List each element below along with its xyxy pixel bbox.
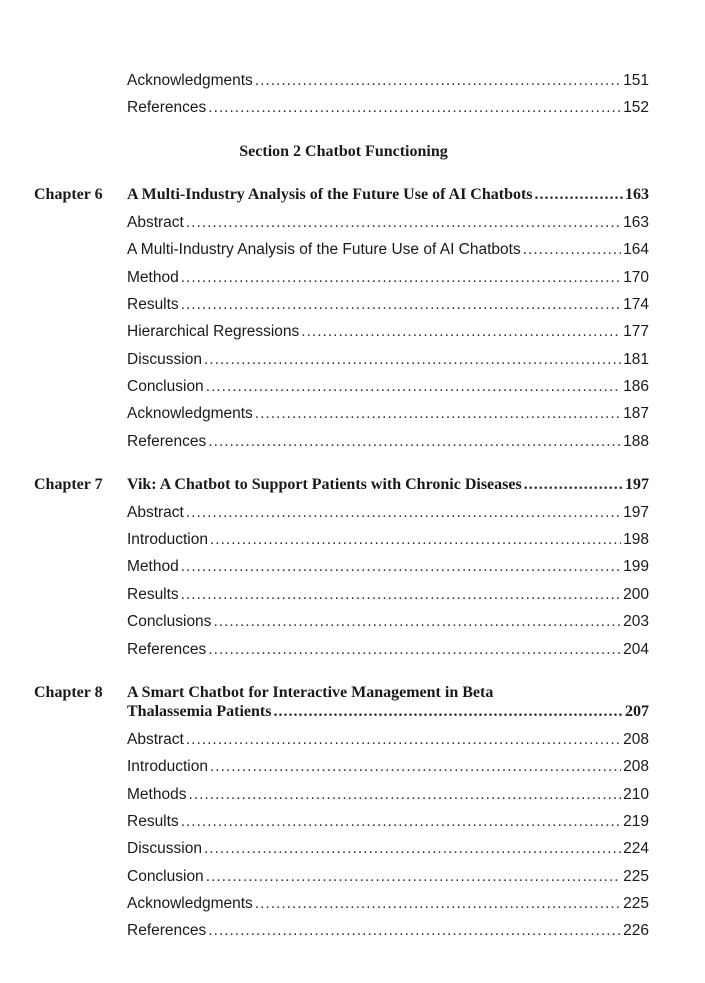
entry-title: Abstract — [127, 214, 184, 231]
dot-leader — [208, 921, 621, 941]
dot-leader — [255, 71, 621, 91]
toc-entry — [127, 730, 649, 750]
dot-leader — [188, 785, 621, 805]
toc-entry — [127, 268, 649, 288]
entry-title: Discussion — [127, 840, 202, 857]
entry-page: 210 — [623, 786, 649, 803]
entry-page: 199 — [623, 558, 649, 575]
entry-title: Abstract — [127, 504, 184, 521]
entry-title: Method — [127, 558, 179, 575]
dot-leader — [524, 475, 623, 495]
chapter-title: Thalassemia Patients — [127, 703, 272, 720]
entry-page: 164 — [623, 241, 649, 258]
chapter-label: Chapter 6 — [34, 186, 103, 203]
entry-page: 152 — [623, 99, 649, 116]
dot-leader — [204, 839, 621, 859]
dot-leader — [210, 530, 621, 550]
entry-title: Introduction — [127, 531, 208, 548]
toc-entry — [127, 757, 649, 777]
dot-leader — [206, 377, 621, 397]
dot-leader — [208, 432, 621, 452]
toc-entry — [127, 404, 649, 424]
entry-title: Acknowledgments — [127, 895, 253, 912]
toc-entry — [127, 839, 649, 859]
dot-leader — [204, 350, 621, 370]
dot-leader — [523, 240, 621, 260]
section-title: Section 2 Chatbot Functioning — [239, 143, 448, 160]
chapter-page: 207 — [625, 703, 649, 720]
toc-entry — [127, 785, 649, 805]
entry-title: Hierarchical Regressions — [127, 323, 300, 340]
toc-entry — [127, 71, 649, 91]
chapter-title-entry — [127, 475, 649, 495]
toc-entry — [127, 240, 649, 260]
entry-page: 181 — [623, 351, 649, 368]
entry-title: Results — [127, 813, 179, 830]
entry-page: 224 — [623, 840, 649, 857]
toc-entry — [127, 503, 649, 523]
entry-title: Results — [127, 296, 179, 313]
entry-title: A Multi-Industry Analysis of the Future Use of AI Chatbots — [127, 241, 521, 258]
entry-title: Abstract — [127, 731, 184, 748]
chapter-title-entry — [127, 185, 649, 205]
entry-page: 200 — [623, 586, 649, 603]
entry-page: 177 — [623, 323, 649, 340]
chapter-page: 197 — [625, 476, 649, 493]
entry-page: 225 — [623, 868, 649, 885]
dot-leader — [208, 640, 621, 660]
toc-entry — [127, 377, 649, 397]
entry-title: Discussion — [127, 351, 202, 368]
entry-title: References — [127, 641, 207, 658]
entry-title: References — [127, 433, 207, 450]
entry-page: 187 — [623, 405, 649, 422]
chapter-title-entry — [127, 702, 649, 722]
entry-page: 186 — [623, 378, 649, 395]
toc-entry — [127, 295, 649, 315]
toc-entry — [127, 612, 649, 632]
entry-page: 197 — [623, 504, 649, 521]
toc-entry — [127, 867, 649, 887]
toc-entry — [127, 812, 649, 832]
toc-entry — [127, 98, 649, 118]
toc-entry — [127, 640, 649, 660]
entry-page: 226 — [623, 922, 649, 939]
toc-entry — [127, 322, 649, 342]
entry-page: 204 — [623, 641, 649, 658]
dot-leader — [208, 98, 621, 118]
toc-entry — [127, 921, 649, 941]
chapter-title: Vik: A Chatbot to Support Patients with Chronic Diseases — [127, 476, 522, 493]
entry-title: Acknowledgments — [127, 405, 253, 422]
chapter-title: A Multi-Industry Analysis of the Future Use of AI Chatbots — [127, 186, 533, 203]
entry-page: 208 — [623, 731, 649, 748]
dot-leader — [255, 894, 621, 914]
dot-leader — [210, 757, 621, 777]
toc-entry — [127, 557, 649, 577]
entry-page: 170 — [623, 269, 649, 286]
entry-title: Conclusions — [127, 613, 212, 630]
chapter-page: 163 — [625, 186, 649, 203]
entry-title: References — [127, 99, 207, 116]
dot-leader — [181, 812, 621, 832]
entry-title: References — [127, 922, 207, 939]
entry-title: Conclusion — [127, 378, 204, 395]
dot-leader — [535, 185, 623, 205]
toc-entry — [127, 213, 649, 233]
dot-leader — [301, 322, 621, 342]
dot-leader — [255, 404, 621, 424]
dot-leader — [181, 268, 621, 288]
dot-leader — [206, 867, 621, 887]
entry-page: 163 — [623, 214, 649, 231]
entry-page: 225 — [623, 895, 649, 912]
chapter-label: Chapter 8 — [34, 684, 103, 701]
entry-title: Method — [127, 269, 179, 286]
entry-title: Methods — [127, 786, 187, 803]
dot-leader — [181, 557, 621, 577]
toc-entry — [127, 350, 649, 370]
dot-leader — [186, 730, 621, 750]
entry-page: 151 — [623, 72, 649, 89]
dot-leader — [273, 702, 623, 722]
dot-leader — [186, 213, 621, 233]
entry-page: 208 — [623, 758, 649, 775]
entry-title: Results — [127, 586, 179, 603]
dot-leader — [213, 612, 621, 632]
toc-entry — [127, 530, 649, 550]
toc-entry — [127, 585, 649, 605]
entry-page: 203 — [623, 613, 649, 630]
entry-page: 188 — [623, 433, 649, 450]
toc-entry — [127, 432, 649, 452]
entry-page: 174 — [623, 296, 649, 313]
chapter-title-line1: A Smart Chatbot for Interactive Management in Beta — [127, 684, 494, 701]
dot-leader — [181, 585, 621, 605]
dot-leader — [181, 295, 621, 315]
entry-title: Acknowledgments — [127, 72, 253, 89]
entry-page: 198 — [623, 531, 649, 548]
entry-title: Conclusion — [127, 868, 204, 885]
entry-title: Introduction — [127, 758, 208, 775]
entry-page: 219 — [623, 813, 649, 830]
chapter-label: Chapter 7 — [34, 476, 103, 493]
toc-entry — [127, 894, 649, 914]
dot-leader — [186, 503, 621, 523]
